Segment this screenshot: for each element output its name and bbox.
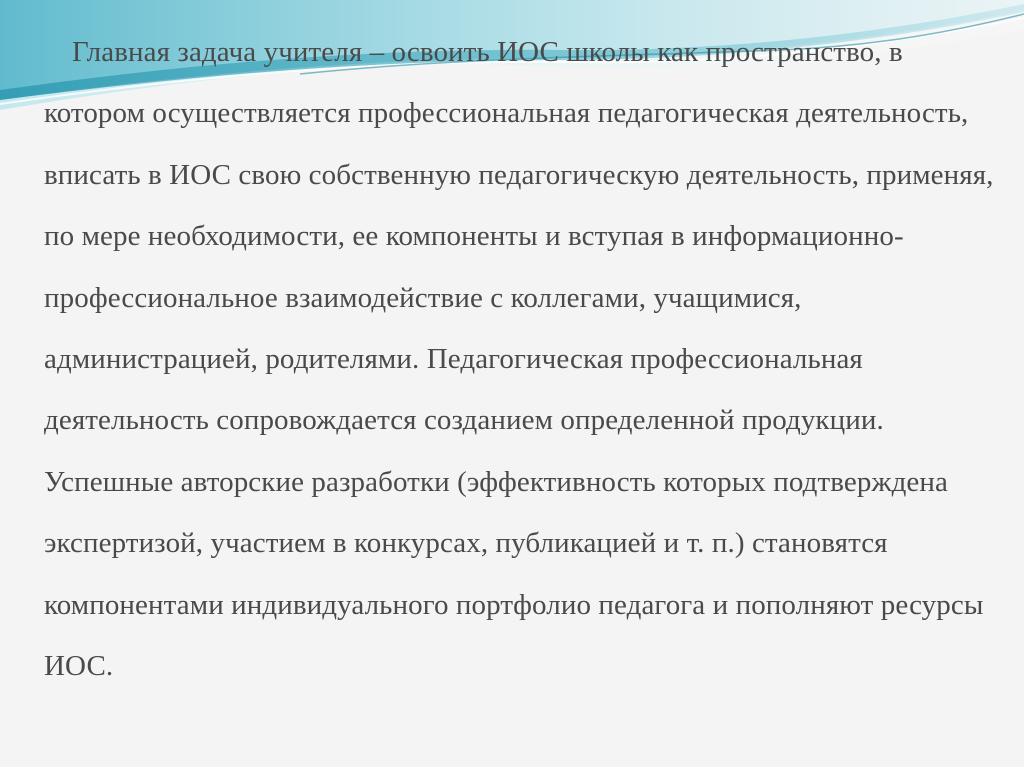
slide-body-text: Главная задача учителя – освоить ИОС школы как пространство, в котором осуществляется профессиональная педагогическая деятельность, вписать в ИОС свою собственную педагогическую деятельность, применяя, по мере необходимости, ее компоненты и вступая в информационно-профессиональное взаимодействие с коллегами, учащимися, администрацией, родителями. Педагогическая профессиональная деятельность сопровождается созданием определенной продукции. Успешные авторские разработки (эффективность которых подтверждена экспертизой, участием в конкурсах, публикацией и т. п.) становятся компонентами индивидуального портфолио педагога и пополняют ресурсы ИОС. xyxy=(44,36,994,683)
